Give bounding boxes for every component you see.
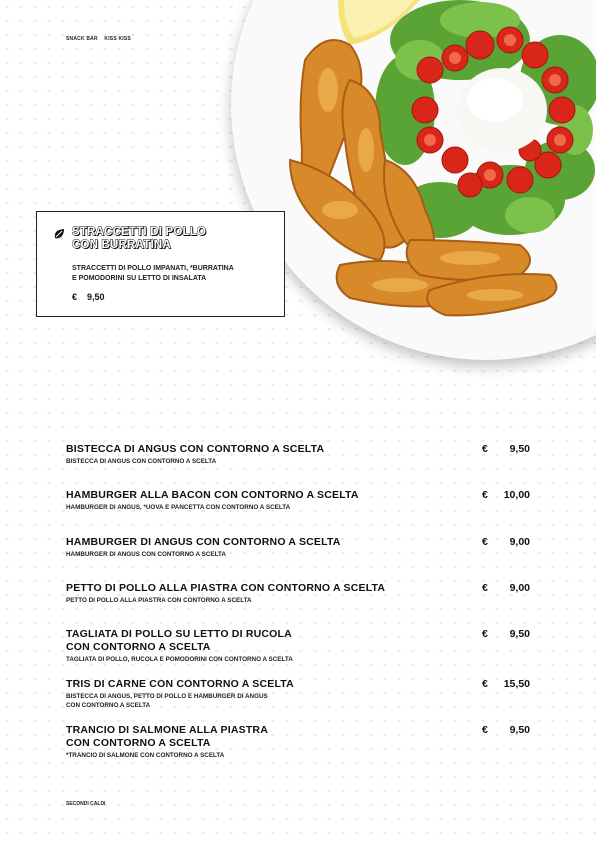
menu-item-description: BISTECCA DI ANGUS CON CONTORNO A SCELTA — [66, 458, 217, 465]
featured-dish-price — [72, 292, 105, 302]
currency-symbol: € — [482, 443, 488, 455]
featured-dish-description — [72, 264, 272, 284]
page-header — [66, 36, 131, 42]
currency-symbol: € — [482, 678, 488, 690]
price-value: 9,00 — [509, 582, 530, 594]
currency-symbol: € — [482, 489, 488, 501]
featured-title-line1: STRACCETTI DI POLLO — [72, 226, 207, 238]
menu-item — [66, 678, 530, 710]
price-value: 9,50 — [509, 628, 530, 640]
menu-item-name: BISTECCA DI ANGUS CON CONTORNO A SCELTA — [66, 443, 325, 455]
menu-item-name: TRANCIO DI SALMONE ALLA PIASTRA CON CONTORNO A SCELTA — [66, 724, 268, 749]
price-value: 9,50 — [87, 292, 105, 302]
leaf-icon — [53, 228, 65, 240]
featured-title-line2: CON BURRATINA — [72, 239, 171, 251]
menu-item — [66, 628, 530, 664]
currency-symbol: € — [482, 582, 488, 594]
currency-symbol: € — [72, 292, 78, 302]
menu-item-description: HAMBURGER DI ANGUS CON CONTORNO A SCELTA — [66, 551, 226, 558]
brand-snack-bar: SNACK BAR — [66, 36, 98, 42]
menu-item-description: TAGLIATA DI POLLO, RUCOLA E POMODORINI CON CONTORNO A SCELTA — [66, 656, 293, 663]
price-value: 10,00 — [503, 489, 530, 501]
menu-item-description: PETTO DI POLLO ALLA PIASTRA CON CONTORNO A SCELTA — [66, 597, 252, 604]
menu-item-description: *TRANCIO DI SALMONE CON CONTORNO A SCELTA — [66, 752, 225, 759]
menu-item-price — [482, 443, 530, 455]
featured-dish-title — [72, 226, 262, 252]
currency-symbol: € — [482, 628, 488, 640]
menu-item — [66, 443, 530, 466]
menu-item-price — [482, 628, 530, 640]
menu-item-name: TRIS DI CARNE CON CONTORNO A SCELTA — [66, 678, 294, 690]
price-value: 15,50 — [503, 678, 530, 690]
menu-item-price — [482, 678, 530, 690]
menu-item-description: BISTECCA DI ANGUS, PETTO DI POLLO E HAMBURGER DI ANGUS CON CONTORNO A SCELTA — [66, 693, 268, 709]
featured-desc-line2: E POMODORINI SU LETTO DI INSALATA — [72, 275, 207, 282]
menu-item-price — [482, 536, 530, 548]
menu-item-name: PETTO DI POLLO ALLA PIASTRA CON CONTORNO A SCELTA — [66, 582, 386, 594]
menu-item — [66, 489, 530, 512]
menu-item-name: HAMBURGER ALLA BACON CON CONTORNO A SCELTA — [66, 489, 359, 501]
menu-item — [66, 724, 530, 760]
currency-symbol: € — [482, 724, 488, 736]
menu-item — [66, 536, 530, 559]
menu-item-price — [482, 489, 530, 501]
page-footer: SECONDI CALDI — [66, 801, 106, 807]
currency-symbol: € — [482, 536, 488, 548]
price-value: 9,00 — [509, 536, 530, 548]
brand-kiss-kiss: KISS KISS — [104, 36, 131, 42]
menu-item — [66, 582, 530, 605]
featured-desc-line1: STRACCETTI DI POLLO IMPANATI, *BURRATINA — [72, 265, 234, 272]
menu-item-description: HAMBURGER DI ANGUS, *UOVA E PANCETTA CON CONTORNO A SCELTA — [66, 504, 291, 511]
menu-item-price — [482, 582, 530, 594]
menu-item-price — [482, 724, 530, 736]
price-value: 9,50 — [509, 724, 530, 736]
menu-item-name: TAGLIATA DI POLLO SU LETTO DI RUCOLA CON CONTORNO A SCELTA — [66, 628, 292, 653]
price-value: 9,50 — [509, 443, 530, 455]
menu-item-name: HAMBURGER DI ANGUS CON CONTORNO A SCELTA — [66, 536, 341, 548]
